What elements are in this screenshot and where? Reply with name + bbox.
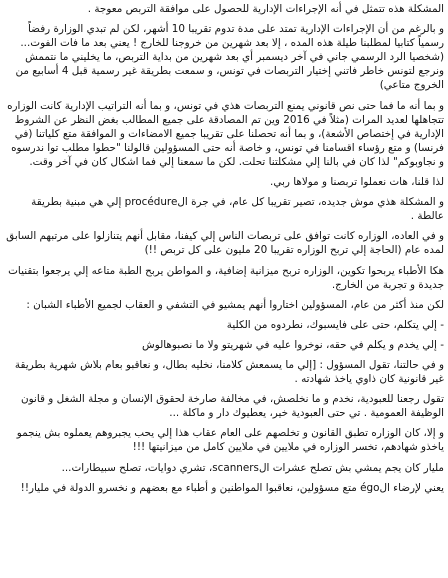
paragraph-usual-practice: و في العاده، الوزاره كانت توافق على تربصات الناس إلي كيفنا، مقابل أنهم يتنازلوا على مرتبهم السابق لمده عام (الحاجة إلي تربح الوزاره تقريبا 20 مليون على كل تربص !!) bbox=[6, 230, 444, 257]
paragraph-benefits: هكا الأطباء يربحوا تكوين، الوزاره تربح ميزانية إضافية، و المواطن يربح الطبة متاعه إلي يرجعوا بتقنيات جديدة و تجربة من الخارج. bbox=[8, 264, 444, 291]
paragraph-punishment: لكن منذ أكثر من عام، المسؤولين اختاروا أنهم يمشيو في التشفي و العقاب لجميع الأطباء الشبان : bbox=[26, 298, 444, 311]
paragraph-conclusion: يعني لإرضاء الégo متع مسؤولين، نعاقبوا المواطنين و أطباء مع بعضهم و نخسرو الدولة في مليار!! bbox=[20, 481, 444, 494]
paragraph-budget: مليار كان يجم يمشي بش تصلح عشرات الscanners، تشري دوايات، تصلح سبيطارات... bbox=[61, 461, 444, 474]
paragraph-procedure-delay: و بالرغم من أن الإجراءات الإدارية تمتد على مدة تدوم تقريبا 10 أشهر، لكن لم تبدي الوزارة رفضاً رسمياً كتابيا لمطلبنا طيلة هذه المده ، إلا بعد شهرين من خروجنا للخارج ! يعني بعد ما فات الفوت... (شخصيا الرد الرسمي جاني في آخر ديسمبر أي بعد شهرين من بداية التربص، ما يخليني ما نتممش ونرجع لتونس خاطر فاتني إختيار التربصات في تونس، و سمعت بطريقة غير رسمية قبل 4 أسابيع من الخروج متاعي) bbox=[15, 23, 444, 92]
paragraph-legal-context: و بما أنه ما فما حتى نص قانوني يمنع التربصات هذي في تونس، و بما أنه التراتيب الإدارية كانت الوزاره تتجاهلها لعديد المرات (مثلاً في 2016 وين تم المصادقة على جميع المطالب بغض النظر عن الشروط الإدارية في إختصاص الأشعة)، و بما أنه تحصلنا على تقريبا جميع الامضاءات و الموافقة متع كلياتنا (في فرنسا) و متع رؤساء اقسامنا في تونس، و خاصة أنه حتى المسؤولين قالولنا "حطوا مطلب توا ندرسوه و نجاوبوكم" لذا كان في بالنا إلي مشكلتنا تحلت. لكن ما سمعنا إلي فما اشكال كان في آخر وقت. bbox=[7, 99, 444, 168]
paragraph-our-case: و في حالتنا، تقول المسؤول : [إلي ما يسمعش كلامنا، نخليه بطال، و نعاقبو بعام بلاش شهرية بطريقة غير قانونية كان ذاوي ياخذ شهادته . bbox=[14, 358, 444, 386]
paragraph-slavery: تقول رجعنا للعبودية، نخدم و ما نخلصش، في مخالفة صارخة لحقوق الإنسان و مجلة الشغل و قانون الوظيفة العمومية . تي حتى العبودية خير، يعطيوك دار و ماكلة ... bbox=[20, 393, 444, 420]
list-item-salary: - إلي يخدم و يكلم في حقه، نوخروا عليه في شهريتو ولا ما نصبوهالوش bbox=[142, 338, 444, 351]
paragraph-intro: المشكلة هذه تتمثل في أنه الإجراءات الإدارية للحصول على موافقة التربص معوجة . bbox=[87, 3, 444, 15]
paragraph-alternative: و إلا، كان الوزاره تطبق القانون و تخلصهم على العام عقاب هذا إلي يحب يجبروهم يعملوه بش ينجمو ياخذو شهادهم، تخسر الوزاره في ملايين في ملايين كامل من ميزانيتها !!! bbox=[16, 427, 444, 454]
paragraph-recurring-problem: و المشكلة هذي موش جديده، تصير تقريبا كل عام، في جرة الprocédure إلي هي مبنية بطريقة عالطة . bbox=[31, 196, 444, 223]
paragraph-decision: لذا قلنا، هات نعملوا تربصنا و مولاها ربي. bbox=[270, 176, 444, 189]
list-item-speech: - إلي يتكلم، حتى على فايسبوك، نطردوه من الكلية bbox=[226, 318, 444, 331]
